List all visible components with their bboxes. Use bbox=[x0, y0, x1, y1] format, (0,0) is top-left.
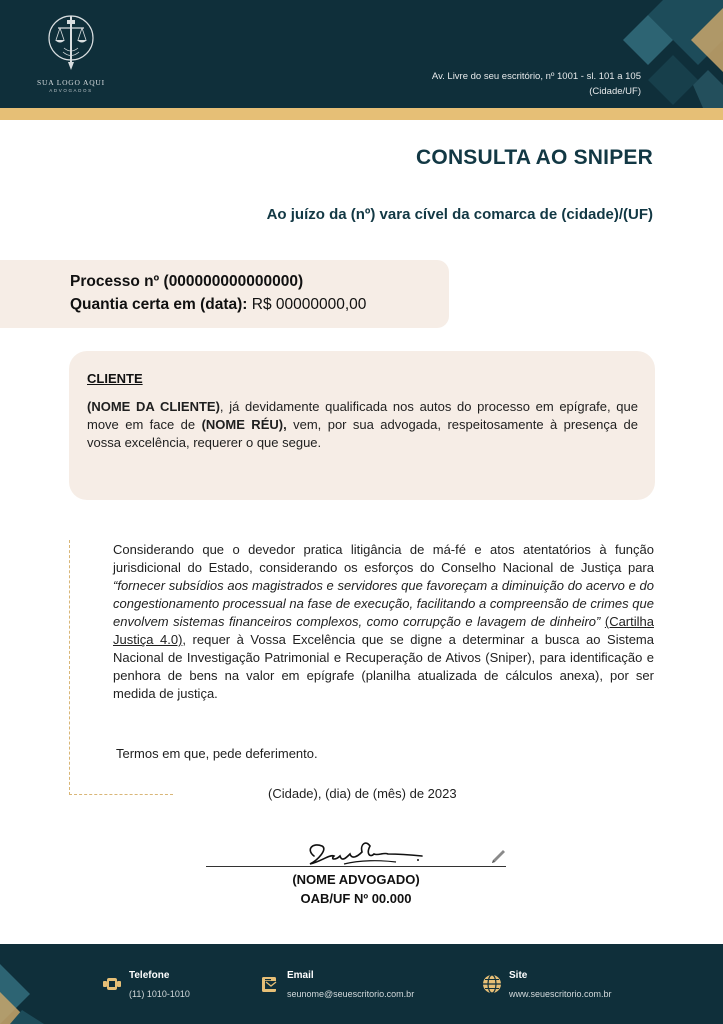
client-text-b: vem, por sua advogada, respeitosamente à presença de vossa excelência, requerer o que segue. bbox=[87, 417, 638, 450]
globe-icon bbox=[482, 974, 502, 994]
document-title: CONSULTA AO SNIPER bbox=[416, 146, 653, 169]
office-address bbox=[432, 69, 641, 99]
pen-icon bbox=[490, 849, 506, 865]
email-value[interactable]: seunome@seuescritorio.com.br bbox=[287, 989, 415, 999]
client-text-a: , já devidamente qualificada nos autos do processo em epígrafe, que move em face de bbox=[87, 399, 638, 432]
amount-label: Quantia certa em (data): bbox=[70, 296, 248, 313]
process-info-box bbox=[0, 260, 449, 328]
address-line-2: (Cidade/UF) bbox=[589, 86, 641, 97]
client-label: CLIENTE bbox=[87, 371, 143, 386]
logo-name: SUA LOGO AQUI bbox=[37, 78, 105, 87]
site-value[interactable]: www.seuescritorio.com.br bbox=[509, 989, 612, 999]
client-box bbox=[69, 351, 655, 500]
amount-line bbox=[70, 293, 449, 316]
process-number-text: Processo nº (000000000000000) bbox=[70, 273, 304, 290]
signature-line bbox=[206, 866, 506, 867]
body-paragraph bbox=[113, 541, 654, 703]
header-gold-bar bbox=[0, 108, 723, 120]
body-part-1: Considerando que o devedor pratica litigância de má-fé e atos atentatórios à função jurisdicional do Estado, considerando os esforços do Conselho Nacional de Justiça para bbox=[113, 542, 654, 575]
client-name: (NOME DA CLIENTE) bbox=[87, 399, 220, 414]
email-title: Email bbox=[287, 970, 314, 981]
body-part-2: , requer à Vossa Excelência que se digne a determinar a busca ao Sistema Nacional de Investigação Patrimonial e Recuperação de Ativos (Sniper), para identificação e penhora de bens na valor em epígrafe (planilha atualizada de cálculos anexa), por ser medida de justiça. bbox=[113, 632, 654, 701]
closing-statement: Termos em que, pede deferimento. bbox=[116, 746, 318, 761]
address-line-1: Av. Livre do seu escritório, nº 1001 - sl. 101 a 105 bbox=[431, 71, 641, 82]
site-title: Site bbox=[509, 970, 528, 981]
footer-diamond-decoration bbox=[0, 944, 70, 1024]
defendant-name: (NOME RÉU), bbox=[201, 417, 287, 432]
phone-icon bbox=[102, 974, 122, 994]
logo bbox=[30, 10, 112, 100]
scales-logo-icon bbox=[46, 10, 96, 76]
dashed-vertical-rule bbox=[69, 540, 70, 795]
phone-value[interactable]: (11) 1010-1010 bbox=[129, 989, 190, 999]
logo-subtitle: ADVOGADOS bbox=[49, 88, 93, 93]
lawyer-name: (NOME ADVOGADO) bbox=[292, 872, 420, 887]
header-diamond-decoration bbox=[613, 0, 723, 108]
header bbox=[0, 0, 723, 108]
client-paragraph bbox=[87, 398, 638, 452]
lawyer-oab: OAB/UF Nº 00.000 bbox=[300, 891, 412, 906]
dashed-horizontal-rule bbox=[69, 794, 173, 795]
amount-value: R$ 00000000,00 bbox=[251, 296, 367, 313]
body-reference-link[interactable]: (Cartilha Justiça 4.0) bbox=[113, 614, 654, 647]
process-number bbox=[70, 270, 449, 293]
court-heading: Ao juízo da (nº) vara cível da comarca de (cidade)/(UF) bbox=[266, 206, 653, 223]
body-quote: “fornecer subsídios aos magistrados e servidores que favoreçam a diminuição do acervo e do congestionamento processual na fase de execução, facilitando a compreensão de crimes que envolvem sistemas financeiros complexos, como corrupção e lavagem de dinheiro” bbox=[113, 578, 654, 629]
email-icon bbox=[260, 974, 280, 994]
footer bbox=[0, 944, 723, 1024]
date-line: (Cidade), (dia) de (mês) de 2023 bbox=[268, 786, 457, 801]
phone-title: Telefone bbox=[129, 970, 170, 981]
